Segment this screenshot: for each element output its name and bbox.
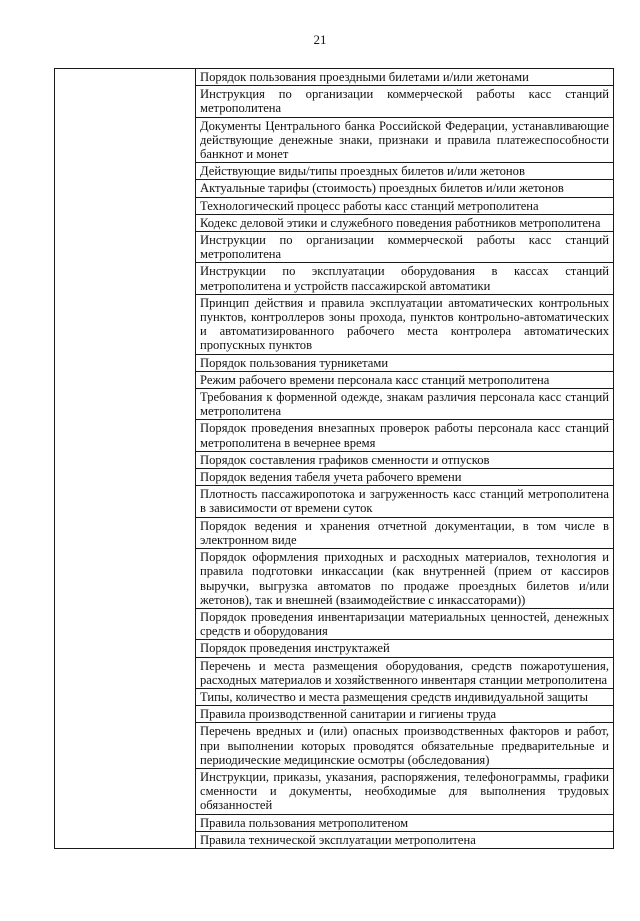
section-label-cell: [55, 69, 196, 849]
page-number: 21: [313, 32, 327, 47]
table-cell: Инструкции, приказы, указания, распоряжения, телефонограммы, графики сменности и документы, необходимые для выполнения трудовых обязанностей: [196, 768, 614, 814]
table-cell: Правила пользования метрополитеном: [196, 814, 614, 831]
table-cell: Типы, количество и места размещения средств индивидуальной защиты: [196, 688, 614, 705]
table-cell: Порядок проведения инструктажей: [196, 640, 614, 657]
table-cell: Перечень вредных и (или) опасных производственных факторов и работ, при выполнении которых проводятся обязательные предварительные и периодические медицинские осмотры (обследования): [196, 723, 614, 769]
table-cell: Порядок ведения табеля учета рабочего времени: [196, 469, 614, 486]
table-cell: Инструкции по организации коммерческой работы касс станций метрополитена: [196, 232, 614, 263]
table-cell: Плотность пассажиропотока и загруженность касс станций метрополитена в зависимости от времени суток: [196, 486, 614, 517]
requirements-table: [54, 68, 614, 849]
table-cell: Инструкция по организации коммерческой работы касс станций метрополитена: [196, 86, 614, 117]
table-cell: Кодекс деловой этики и служебного поведения работников метрополитена: [196, 214, 614, 231]
table-cell: Порядок ведения и хранения отчетной документации, в том числе в электронном виде: [196, 517, 614, 548]
table-cell: Технологический процесс работы касс станций метрополитена: [196, 197, 614, 214]
table-cell: Актуальные тарифы (стоимость) проездных билетов и/или жетонов: [196, 180, 614, 197]
table-cell: Порядок пользования проездными билетами и/или жетонами: [196, 69, 614, 86]
table-cell: Документы Центрального банка Российской Федерации, устанавливающие действующие денежные знаки, признаки и правила платежеспособности банкнот и монет: [196, 117, 614, 163]
table-cell: Порядок пользования турникетами: [196, 354, 614, 371]
table-cell: Порядок оформления приходных и расходных материалов, технология и правила подготовки инкассации (как внутренней (прием от кассиров выручки, выгрузка автоматов по продаже проездных билетов и/или жетонов), так и внешней (взаимодействие с инкассаторами)): [196, 549, 614, 609]
table-cell: Режим рабочего времени персонала касс станций метрополитена: [196, 371, 614, 388]
table-cell: Правила технической эксплуатации метрополитена: [196, 831, 614, 848]
table-cell: Требования к форменной одежде, знакам различия персонала касс станций метрополитена: [196, 389, 614, 420]
table-cell: Порядок составления графиков сменности и отпусков: [196, 451, 614, 468]
table-cell: Порядок проведения инвентаризации материальных ценностей, денежных средств и оборудования: [196, 608, 614, 639]
table-cell: Перечень и места размещения оборудования, средств пожаротушения, расходных материалов и хозяйственного инвентаря станции метрополитена: [196, 657, 614, 688]
table-cell: Порядок проведения внезапных проверок работы персонала касс станций метрополитена в вечернее время: [196, 420, 614, 451]
table-row: [55, 69, 614, 86]
table-cell: Принцип действия и правила эксплуатации автоматических контрольных пунктов, контроллеров зоны прохода, пунктов контрольно-автоматических и автоматизированного рабочего места контролера автоматических пропускных пунктов: [196, 294, 614, 354]
table-cell: Действующие виды/типы проездных билетов и/или жетонов: [196, 163, 614, 180]
table-body: [55, 69, 614, 849]
table-cell: Инструкции по эксплуатации оборудования в кассах станций метрополитена и устройств пассажирской автоматики: [196, 263, 614, 294]
table-cell: Правила производственной санитарии и гигиены труда: [196, 706, 614, 723]
